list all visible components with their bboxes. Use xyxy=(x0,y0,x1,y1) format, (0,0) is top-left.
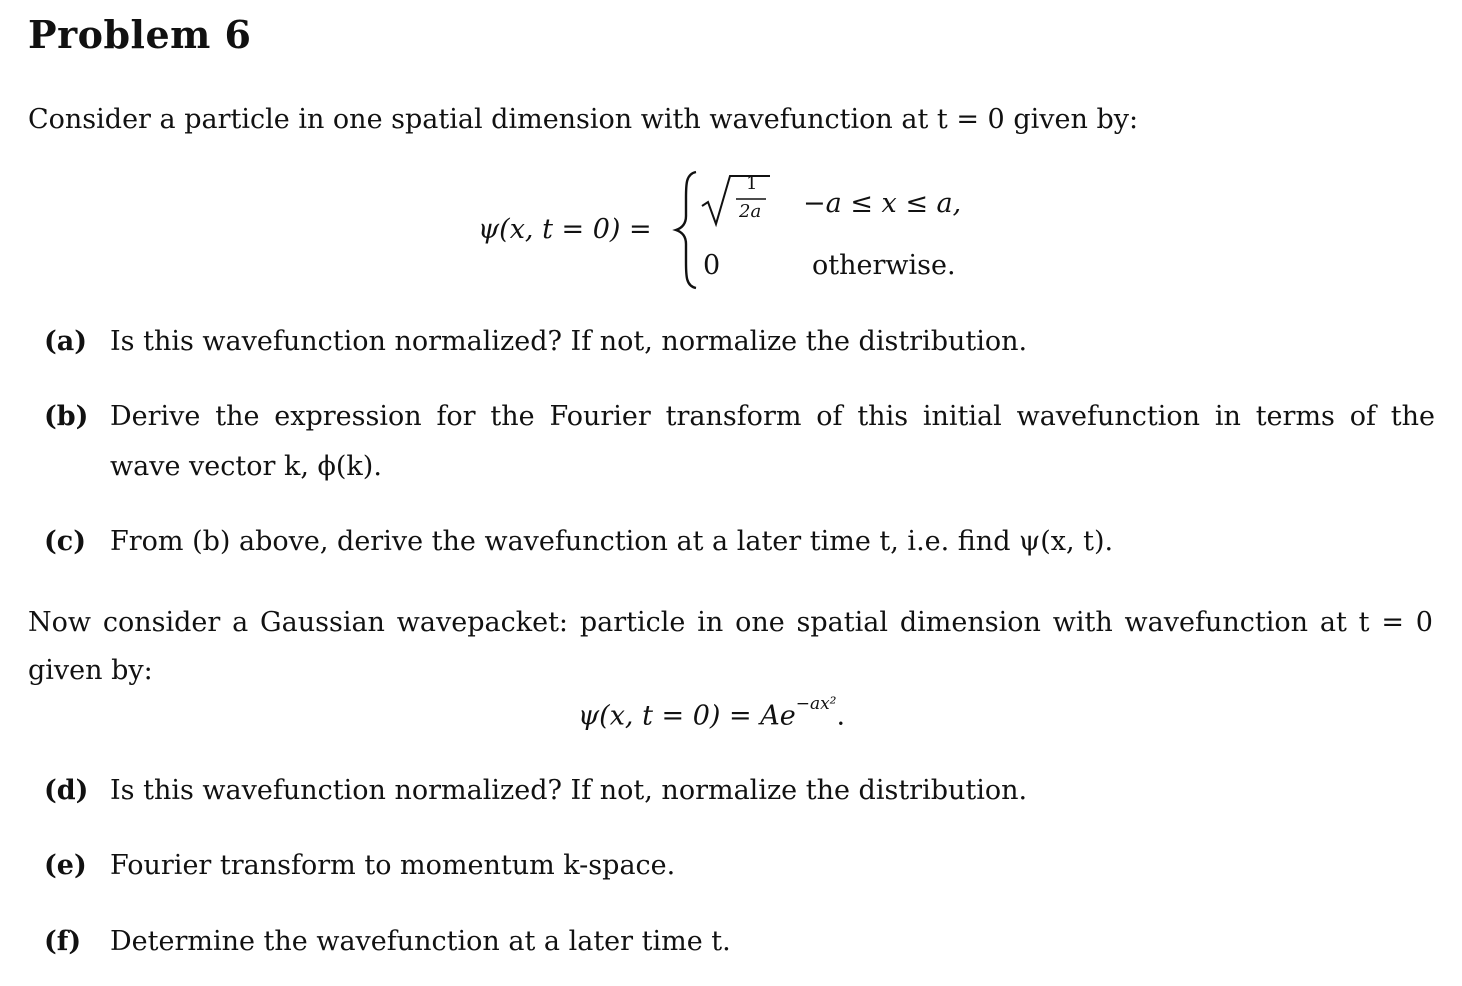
part-c-label: (c) xyxy=(44,526,86,557)
part-f-label: (f) xyxy=(44,926,82,957)
problem-title: Problem 6 xyxy=(28,12,252,57)
equation2-exponent: −ax² xyxy=(795,694,837,714)
gaussian-equation xyxy=(578,694,845,731)
part-a-text: Is this wavefunction normalized? If not, normalize the distribution. xyxy=(110,326,1028,357)
part-b-line2: wave vector k, ϕ(k). xyxy=(110,451,382,482)
gaussian-intro xyxy=(28,599,1433,695)
case2-value: 0 xyxy=(703,250,721,281)
case1-condition: −a ≤ x ≤ a, xyxy=(803,188,962,219)
part-e-label: (e) xyxy=(44,850,87,881)
part-b-line1: Derive the expression for the Fourier transform of this initial wavefunction in terms of the xyxy=(110,401,1435,432)
fraction-denominator: 2a xyxy=(739,201,762,222)
equation2-tail: . xyxy=(836,700,846,732)
left-brace-icon xyxy=(672,168,702,292)
gaussian-intro-line2: given by: xyxy=(28,655,153,686)
part-e-text: Fourier transform to momentum k-space. xyxy=(110,850,676,881)
piecewise-equation xyxy=(0,168,1462,298)
part-f-text: Determine the wavefunction at a later time t. xyxy=(110,926,731,957)
intro-paragraph: Consider a particle in one spatial dimension with wavefunction at t = 0 given by: xyxy=(28,104,1139,135)
part-d-label: (d) xyxy=(44,775,89,806)
fraction-numerator: 1 xyxy=(746,173,758,194)
equation1-lhs: ψ(x, t = 0) = xyxy=(478,214,652,245)
part-b-text xyxy=(110,392,1435,492)
equation2-lhs: ψ(x, t = 0) = Ae xyxy=(578,700,796,732)
sqrt-icon xyxy=(700,172,772,232)
part-c-text: From (b) above, derive the wavefunction at a later time t, i.e. find ψ(x, t). xyxy=(110,526,1114,557)
case2-condition: otherwise. xyxy=(812,250,956,281)
part-a-label: (a) xyxy=(44,326,88,357)
part-d-text: Is this wavefunction normalized? If not, normalize the distribution. xyxy=(110,775,1028,806)
gaussian-intro-line1: Now consider a Gaussian wavepacket: particle in one spatial dimension with wavefunction at t = 0 xyxy=(28,607,1433,638)
part-b-label: (b) xyxy=(44,401,89,432)
